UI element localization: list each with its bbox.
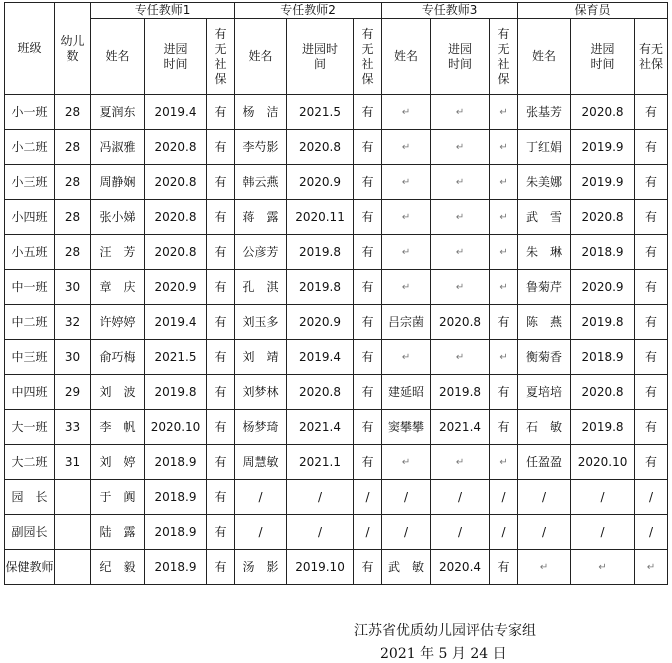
start-date-cell: ↵ — [431, 270, 490, 305]
start-date-cell: 2019.8 — [431, 375, 490, 410]
header-insurance: 有无社保 — [354, 19, 382, 95]
staff-name-cell: 武 敏 — [382, 550, 431, 585]
start-date-cell: / — [287, 480, 354, 515]
start-date-cell: ↵ — [431, 200, 490, 235]
insurance-cell: 有 — [635, 95, 668, 130]
insurance-cell: / — [490, 515, 518, 550]
class-cell: 小二班 — [5, 130, 55, 165]
header-group-4: 保育员 — [518, 3, 668, 19]
insurance-cell: 有 — [207, 165, 235, 200]
start-date-cell: 2020.11 — [287, 200, 354, 235]
staff-name-cell: / — [518, 480, 571, 515]
start-date-cell: 2019.8 — [571, 410, 635, 445]
insurance-cell: 有 — [207, 200, 235, 235]
start-date-cell: / — [571, 515, 635, 550]
insurance-cell: 有 — [635, 410, 668, 445]
start-date-cell: 2020.8 — [571, 95, 635, 130]
count-cell: 32 — [55, 305, 91, 340]
class-cell: 小五班 — [5, 235, 55, 270]
staff-name-cell: 陆 露 — [91, 515, 145, 550]
count-cell: 28 — [55, 95, 91, 130]
start-date-cell: 2019.9 — [571, 165, 635, 200]
start-date-cell: 2020.4 — [431, 550, 490, 585]
insurance-cell: 有 — [635, 340, 668, 375]
insurance-cell: 有 — [207, 95, 235, 130]
staff-name-cell: 李 帆 — [91, 410, 145, 445]
start-date-cell: 2020.8 — [287, 130, 354, 165]
start-date-cell: 2020.8 — [571, 375, 635, 410]
insurance-cell: / — [635, 480, 668, 515]
insurance-cell: ↵ — [490, 270, 518, 305]
table-row — [5, 270, 668, 305]
insurance-cell: ↵ — [635, 550, 668, 585]
insurance-cell: 有 — [354, 375, 382, 410]
insurance-cell: ↵ — [490, 445, 518, 480]
start-date-cell: 2019.4 — [287, 340, 354, 375]
staff-name-cell: ↵ — [382, 235, 431, 270]
header-insurance: 有无社保 — [635, 19, 668, 95]
insurance-cell: 有 — [635, 235, 668, 270]
staff-name-cell: 俞巧梅 — [91, 340, 145, 375]
count-cell: 31 — [55, 445, 91, 480]
insurance-cell: ↵ — [490, 165, 518, 200]
table-row — [5, 340, 668, 375]
staff-name-cell: 汪 芳 — [91, 235, 145, 270]
insurance-cell: 有 — [635, 200, 668, 235]
header-group-1: 专任教师1 — [91, 3, 235, 19]
staff-name-cell: 章 庆 — [91, 270, 145, 305]
staff-name-cell: 张基芳 — [518, 95, 571, 130]
staff-name-cell: 刘 波 — [91, 375, 145, 410]
start-date-cell: 2019.4 — [145, 95, 207, 130]
staff-name-cell: 周慧敏 — [235, 445, 287, 480]
insurance-cell: 有 — [635, 305, 668, 340]
insurance-cell: 有 — [207, 550, 235, 585]
staff-name-cell: 夏培培 — [518, 375, 571, 410]
insurance-cell: 有 — [354, 340, 382, 375]
insurance-cell: 有 — [354, 550, 382, 585]
staff-name-cell: 于 阗 — [91, 480, 145, 515]
start-date-cell: ↵ — [431, 165, 490, 200]
insurance-cell: 有 — [207, 340, 235, 375]
start-date-cell: 2020.8 — [145, 165, 207, 200]
staff-name-cell: / — [382, 515, 431, 550]
header-date: 进园时间 — [431, 19, 490, 95]
staff-name-cell: 武 雪 — [518, 200, 571, 235]
staff-name-cell: 许婷婷 — [91, 305, 145, 340]
start-date-cell: 2020.9 — [571, 270, 635, 305]
class-cell: 副园长 — [5, 515, 55, 550]
table-row — [5, 550, 668, 585]
start-date-cell: 2020.10 — [145, 410, 207, 445]
start-date-cell: 2020.9 — [287, 305, 354, 340]
staff-name-cell: 纪 毅 — [91, 550, 145, 585]
class-cell: 中四班 — [5, 375, 55, 410]
start-date-cell: ↵ — [431, 130, 490, 165]
class-cell: 小一班 — [5, 95, 55, 130]
footer-org: 江苏省优质幼儿园评估专家组 — [354, 623, 536, 639]
staff-name-cell: / — [382, 480, 431, 515]
staff-name-cell: 衡菊香 — [518, 340, 571, 375]
insurance-cell: 有 — [490, 375, 518, 410]
start-date-cell: ↵ — [431, 235, 490, 270]
start-date-cell: 2019.8 — [287, 235, 354, 270]
insurance-cell: 有 — [635, 270, 668, 305]
start-date-cell: 2021.4 — [431, 410, 490, 445]
staff-name-cell: 孔 淇 — [235, 270, 287, 305]
header-date: 进园时间 — [571, 19, 635, 95]
staff-name-cell: 窦攀攀 — [382, 410, 431, 445]
insurance-cell: 有 — [207, 235, 235, 270]
header-class: 班级 — [5, 3, 55, 95]
count-cell — [55, 550, 91, 585]
insurance-cell: 有 — [354, 95, 382, 130]
count-cell: 28 — [55, 235, 91, 270]
header-insurance: 有无社保 — [207, 19, 235, 95]
insurance-cell: ↵ — [490, 200, 518, 235]
insurance-cell: 有 — [354, 235, 382, 270]
insurance-cell: 有 — [635, 375, 668, 410]
insurance-cell: 有 — [635, 130, 668, 165]
start-date-cell: 2018.9 — [145, 515, 207, 550]
insurance-cell: 有 — [207, 410, 235, 445]
insurance-cell: / — [490, 480, 518, 515]
staff-name-cell: ↵ — [382, 130, 431, 165]
insurance-cell: 有 — [635, 445, 668, 480]
insurance-cell: 有 — [207, 130, 235, 165]
staff-name-cell: 刘梦林 — [235, 375, 287, 410]
insurance-cell: 有 — [354, 200, 382, 235]
count-cell: 33 — [55, 410, 91, 445]
start-date-cell: 2018.9 — [145, 445, 207, 480]
insurance-cell: 有 — [354, 270, 382, 305]
staff-name-cell: 任盈盈 — [518, 445, 571, 480]
staff-name-cell: 刘玉多 — [235, 305, 287, 340]
count-cell — [55, 480, 91, 515]
start-date-cell: / — [287, 515, 354, 550]
start-date-cell: / — [431, 480, 490, 515]
class-cell: 大一班 — [5, 410, 55, 445]
footer-date: 2021 年 5 月 24 日 — [380, 646, 507, 662]
class-cell: 中三班 — [5, 340, 55, 375]
staff-name-cell: 石 敏 — [518, 410, 571, 445]
header-name: 姓名 — [518, 19, 571, 95]
start-date-cell: ↵ — [431, 95, 490, 130]
start-date-cell: 2019.8 — [145, 375, 207, 410]
start-date-cell: 2018.9 — [145, 480, 207, 515]
insurance-cell: 有 — [490, 410, 518, 445]
insurance-cell: / — [635, 515, 668, 550]
staff-name-cell: / — [235, 480, 287, 515]
staff-name-cell: ↵ — [382, 165, 431, 200]
insurance-cell: 有 — [490, 550, 518, 585]
class-cell: 园 长 — [5, 480, 55, 515]
staff-name-cell: 丁红娟 — [518, 130, 571, 165]
start-date-cell: 2020.8 — [431, 305, 490, 340]
start-date-cell: 2021.5 — [287, 95, 354, 130]
header-name: 姓名 — [91, 19, 145, 95]
count-cell: 28 — [55, 200, 91, 235]
table-row — [5, 95, 668, 130]
insurance-cell: ↵ — [490, 235, 518, 270]
staff-name-cell: 建延昭 — [382, 375, 431, 410]
table-row — [5, 515, 668, 550]
staff-name-cell: ↵ — [382, 270, 431, 305]
count-cell — [55, 515, 91, 550]
insurance-cell: 有 — [354, 305, 382, 340]
staff-name-cell: ↵ — [382, 95, 431, 130]
staff-name-cell: 朱 琳 — [518, 235, 571, 270]
insurance-cell: 有 — [207, 445, 235, 480]
start-date-cell: 2021.4 — [287, 410, 354, 445]
insurance-cell: 有 — [354, 165, 382, 200]
insurance-cell: 有 — [490, 305, 518, 340]
insurance-cell: 有 — [207, 305, 235, 340]
table-row — [5, 480, 668, 515]
staff-name-cell: ↵ — [518, 550, 571, 585]
table-row — [5, 200, 668, 235]
staff-name-cell: ↵ — [382, 340, 431, 375]
staff-name-cell: 韩云燕 — [235, 165, 287, 200]
start-date-cell: 2020.8 — [145, 235, 207, 270]
start-date-cell: 2019.4 — [145, 305, 207, 340]
insurance-cell: 有 — [354, 130, 382, 165]
staff-name-cell: 蒋 露 — [235, 200, 287, 235]
staff-name-cell: / — [518, 515, 571, 550]
staff-table — [4, 2, 668, 585]
staff-name-cell: ↵ — [382, 445, 431, 480]
start-date-cell: 2021.5 — [145, 340, 207, 375]
count-cell: 30 — [55, 270, 91, 305]
staff-name-cell: 冯淑雅 — [91, 130, 145, 165]
start-date-cell: 2019.10 — [287, 550, 354, 585]
start-date-cell: 2020.8 — [287, 375, 354, 410]
header-insurance: 有无社保 — [490, 19, 518, 95]
header-date: 进园时间 — [145, 19, 207, 95]
table-row — [5, 130, 668, 165]
staff-name-cell: / — [235, 515, 287, 550]
insurance-cell: 有 — [207, 515, 235, 550]
insurance-cell: 有 — [354, 410, 382, 445]
start-date-cell: ↵ — [431, 445, 490, 480]
staff-name-cell: 刘 婷 — [91, 445, 145, 480]
header-group-3: 专任教师3 — [382, 3, 518, 19]
insurance-cell: 有 — [207, 270, 235, 305]
staff-name-cell: 张小娣 — [91, 200, 145, 235]
start-date-cell: 2019.9 — [571, 130, 635, 165]
start-date-cell: 2020.8 — [145, 130, 207, 165]
insurance-cell: / — [354, 515, 382, 550]
class-cell: 大二班 — [5, 445, 55, 480]
staff-name-cell: 朱美娜 — [518, 165, 571, 200]
header-date: 进园时间 — [287, 19, 354, 95]
staff-name-cell: 李芍影 — [235, 130, 287, 165]
insurance-cell: ↵ — [490, 95, 518, 130]
staff-name-cell: 鲁菊芹 — [518, 270, 571, 305]
start-date-cell: 2020.9 — [287, 165, 354, 200]
start-date-cell: 2018.9 — [571, 340, 635, 375]
staff-name-cell: ↵ — [382, 200, 431, 235]
staff-name-cell: 周静娴 — [91, 165, 145, 200]
header-count: 幼儿数 — [55, 3, 91, 95]
start-date-cell: ↵ — [571, 550, 635, 585]
header-name: 姓名 — [382, 19, 431, 95]
table-row — [5, 235, 668, 270]
class-cell: 中一班 — [5, 270, 55, 305]
staff-name-cell: 刘 靖 — [235, 340, 287, 375]
start-date-cell: 2018.9 — [571, 235, 635, 270]
class-cell: 小四班 — [5, 200, 55, 235]
start-date-cell: 2020.8 — [571, 200, 635, 235]
insurance-cell: / — [354, 480, 382, 515]
insurance-cell: 有 — [635, 165, 668, 200]
start-date-cell: 2019.8 — [287, 270, 354, 305]
start-date-cell: 2018.9 — [145, 550, 207, 585]
start-date-cell: 2020.8 — [145, 200, 207, 235]
staff-name-cell: 汤 影 — [235, 550, 287, 585]
table-row — [5, 410, 668, 445]
start-date-cell: 2020.9 — [145, 270, 207, 305]
insurance-cell: ↵ — [490, 130, 518, 165]
header-group-2: 专任教师2 — [235, 3, 382, 19]
staff-name-cell: 吕宗菌 — [382, 305, 431, 340]
staff-name-cell: 陈 燕 — [518, 305, 571, 340]
class-cell: 中二班 — [5, 305, 55, 340]
staff-name-cell: 杨 洁 — [235, 95, 287, 130]
start-date-cell: 2021.1 — [287, 445, 354, 480]
start-date-cell: / — [431, 515, 490, 550]
table-row — [5, 375, 668, 410]
staff-name-cell: 公彦芳 — [235, 235, 287, 270]
header-name: 姓名 — [235, 19, 287, 95]
count-cell: 30 — [55, 340, 91, 375]
start-date-cell: / — [571, 480, 635, 515]
count-cell: 28 — [55, 130, 91, 165]
class-cell: 小三班 — [5, 165, 55, 200]
start-date-cell: ↵ — [431, 340, 490, 375]
insurance-cell: 有 — [207, 480, 235, 515]
class-cell: 保健教师 — [5, 550, 55, 585]
insurance-cell: ↵ — [490, 340, 518, 375]
table-row — [5, 445, 668, 480]
count-cell: 29 — [55, 375, 91, 410]
count-cell: 28 — [55, 165, 91, 200]
insurance-cell: 有 — [354, 445, 382, 480]
staff-name-cell: 杨梦琦 — [235, 410, 287, 445]
start-date-cell: 2020.10 — [571, 445, 635, 480]
start-date-cell: 2019.8 — [571, 305, 635, 340]
table-row — [5, 165, 668, 200]
insurance-cell: 有 — [207, 375, 235, 410]
table-row — [5, 305, 668, 340]
staff-name-cell: 夏润东 — [91, 95, 145, 130]
